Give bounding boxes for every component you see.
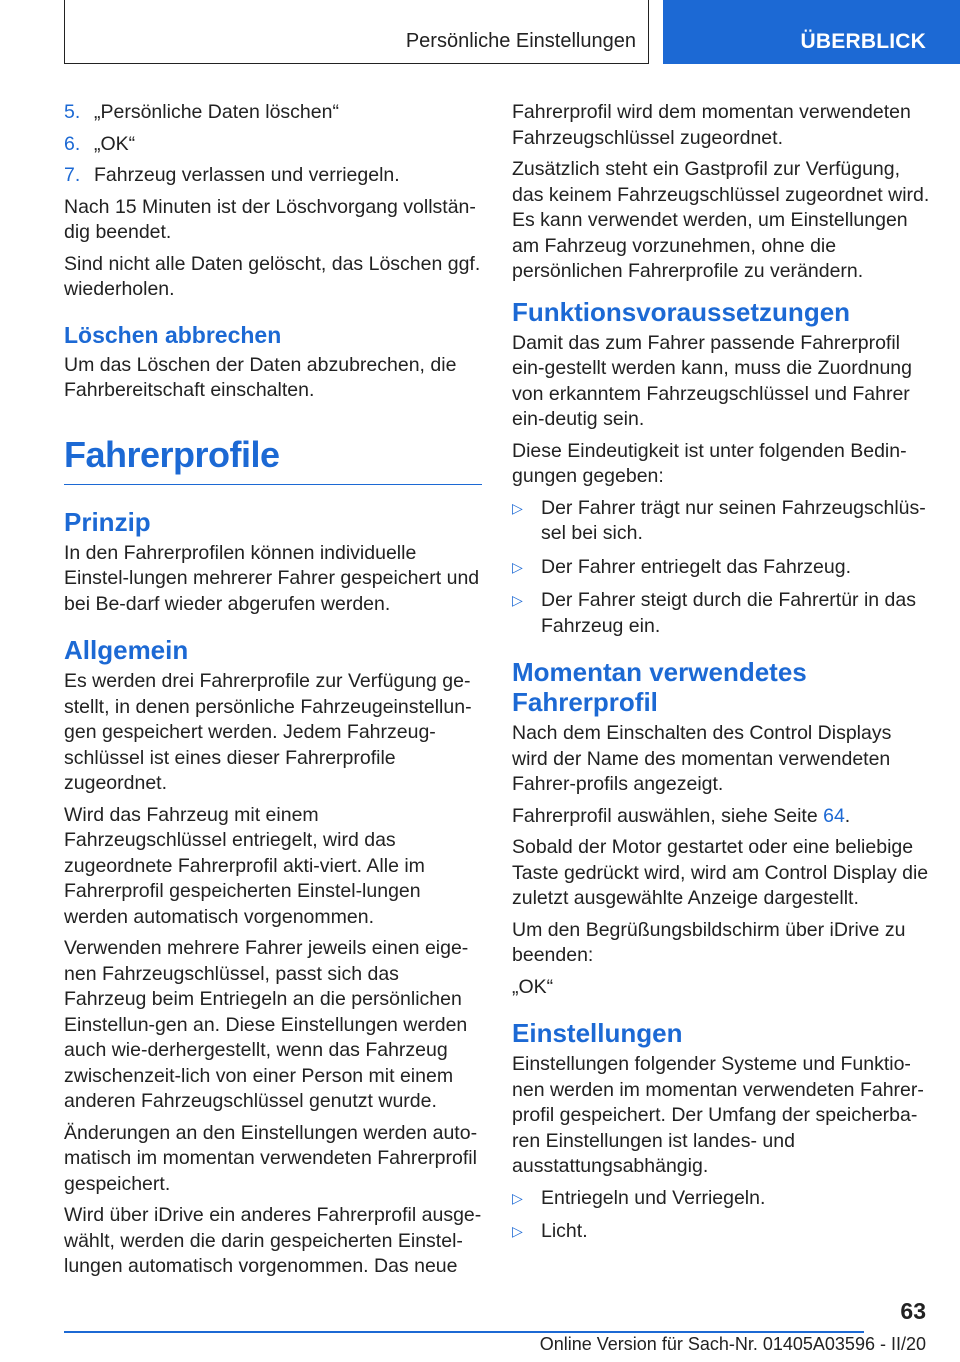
step-number: 6. [64, 132, 81, 155]
paragraph: Es werden drei Fahrerprofile zur Verfügung ge-stellt, in denen persönliche Fahrzeugeinstellun-gen gespeichert werden. Jedem Fahrzeug-schlüssel ist eines dieser Fahrerprofile zugeordnet. [64, 670, 472, 794]
left-column [64, 100, 482, 1286]
paragraph: Nach dem Einschalten des Control Displays wird der Name des momentan verwendeten Fahrer-profils angezeigt. [512, 722, 892, 795]
header-tab-label: ÜBERBLICK [800, 30, 926, 53]
chapter-title-fahrerprofile: Fahrerprofile [64, 434, 482, 485]
step-text: „Persönliche Daten löschen“ [94, 101, 339, 123]
footer-divider [64, 1331, 864, 1333]
step-text: Fahrzeug verlassen und verriegeln. [94, 164, 400, 186]
paragraph: Sobald der Motor gestartet oder eine beliebige Taste gedrückt wird, wird am Control Display die zuletzt ausgewählte Anzeige dargestellt. [512, 836, 929, 909]
paragraph: In den Fahrerprofilen können individuelle Einstel-lungen mehrerer Fahrer gespeichert und bei Be-darf wieder abgerufen werden. [64, 541, 480, 615]
paragraph: Um den Begrüßungsbildschirm über iDrive zu beenden: [512, 918, 906, 966]
list-item-text: Der Fahrer trägt nur seinen Fahrzeugschlüs-sel bei sich. [541, 496, 926, 544]
list-item-text: Der Fahrer steigt durch die Fahrertür in das Fahrzeug ein. [541, 589, 916, 637]
page-reference-link[interactable]: 64 [823, 804, 845, 827]
list-item [512, 1186, 932, 1212]
list-item [512, 555, 932, 581]
paragraph: Änderungen an den Einstellungen werden auto-matisch im momentan verwendeten Fahrerprofil gespeichert. [64, 1121, 478, 1195]
list-item-text: Der Fahrer entriegelt das Fahrzeug. [541, 555, 851, 578]
triangle-bullet-icon: ▷ [512, 592, 523, 608]
step-number: 7. [64, 164, 81, 186]
paragraph: Wird das Fahrzeug mit einem Fahrzeugschlüssel entriegelt, wird das zugeordnete Fahrerprofil akti-viert. Alle im Fahrerprofil gespeicherten Einstel-lungen werden automatisch vorgenommen. [64, 803, 425, 928]
step-item [64, 163, 482, 189]
heading-funktionsvoraussetzungen: Funktionsvoraussetzungen [512, 296, 851, 327]
right-column [512, 100, 932, 1253]
paragraph: Diese Eindeutigkeit ist unter folgenden Bedin-gungen gegeben: [512, 439, 907, 487]
paragraph: Damit das zum Fahrer passende Fahrerprofil ein-gestellt werden kann, muss die Zuordnung von erkanntem Fahrzeugschlüssel und Fahrer ein-deutig sein. [512, 331, 912, 430]
heading-loeschen-abbrechen: Löschen abbrechen [64, 321, 282, 348]
page-number: 63 [900, 1298, 926, 1324]
heading-allgemein: Allgemein [64, 635, 189, 665]
list-item [512, 496, 932, 547]
heading-einstellungen: Einstellungen [512, 1018, 683, 1048]
heading-prinzip: Prinzip [64, 506, 151, 537]
paragraph: Fahrerprofil wird dem momentan verwendeten Fahrzeugschlüssel zugeordnet. [512, 101, 911, 149]
step-item [64, 132, 482, 158]
paragraph-text: Fahrerprofil auswählen, siehe Seite [512, 804, 824, 827]
paragraph: Zusätzlich steht ein Gastprofil zur Verfügung, das keinem Fahrzeugschlüssel zugeordnet wird. Es kann verwendet werden, um Einstellungen am Fahrzeug vorzunehmen, ohne die persönlichen Fahrerprofile zu verändern. [512, 158, 930, 282]
triangle-bullet-icon: ▷ [512, 558, 523, 575]
header-section-box [64, 0, 649, 64]
paragraph-text: . [844, 804, 851, 827]
paragraph: „OK“ [512, 975, 554, 998]
step-item [64, 100, 482, 126]
paragraph: Einstellungen folgender Systeme und Funktio-nen werden im momentan verwendeten Fahrer-profil gespeichert. Der Umfang der speicherba-ren Einstellungen ist landes- und ausstattungsabhängig. [512, 1053, 924, 1177]
paragraph: Sind nicht alle Daten gelöscht, das Löschen ggf. wiederholen. [64, 252, 481, 300]
step-number: 5. [64, 101, 81, 123]
paragraph: Verwenden mehrere Fahrer jeweils einen eige-nen Fahrzeugschlüssel, passt sich das Fahrzeug beim Entriegeln an die persönlichen Einstellun-gen an. Diese Einstellungen werden auch wie-derhergestellt, wenn das Fahrzeug zwischenzeit-lich von einer Person mit einem anderen Fahrzeugschlüssel genutzt wurde. [64, 937, 469, 1112]
paragraph: Nach 15 Minuten ist der Löschvorgang vollstän-dig beendet. [64, 195, 476, 243]
paragraph: Wird über iDrive ein anderes Fahrerprofil ausge-wählt, werden die darin gespeicherten Einstel-lungen automatisch vorgenommen. Das neue [64, 1204, 482, 1277]
triangle-bullet-icon: ▷ [512, 1189, 523, 1206]
list-item-text: Entriegeln und Verriegeln. [541, 1186, 766, 1209]
paragraph: Um das Löschen der Daten abzubrechen, die Fahrbereitschaft einschalten. [64, 353, 457, 401]
triangle-bullet-icon: ▷ [512, 1223, 523, 1239]
paragraph [512, 804, 932, 830]
list-item [512, 588, 932, 639]
step-text: „OK“ [94, 132, 136, 155]
heading-momentan-verwendetes-fahrerprofil: Momentan verwendetes Fahrerprofil [512, 657, 807, 717]
header-tab-overview[interactable] [663, 0, 960, 64]
list-item [512, 1219, 932, 1245]
footer-online-version: Online Version für Sach-Nr. 01405A03596 - II/20 [539, 1334, 926, 1354]
header-section-title: Persönliche Einstellungen [405, 30, 636, 52]
list-item-text: Licht. [541, 1220, 588, 1242]
triangle-bullet-icon: ▷ [512, 499, 523, 516]
